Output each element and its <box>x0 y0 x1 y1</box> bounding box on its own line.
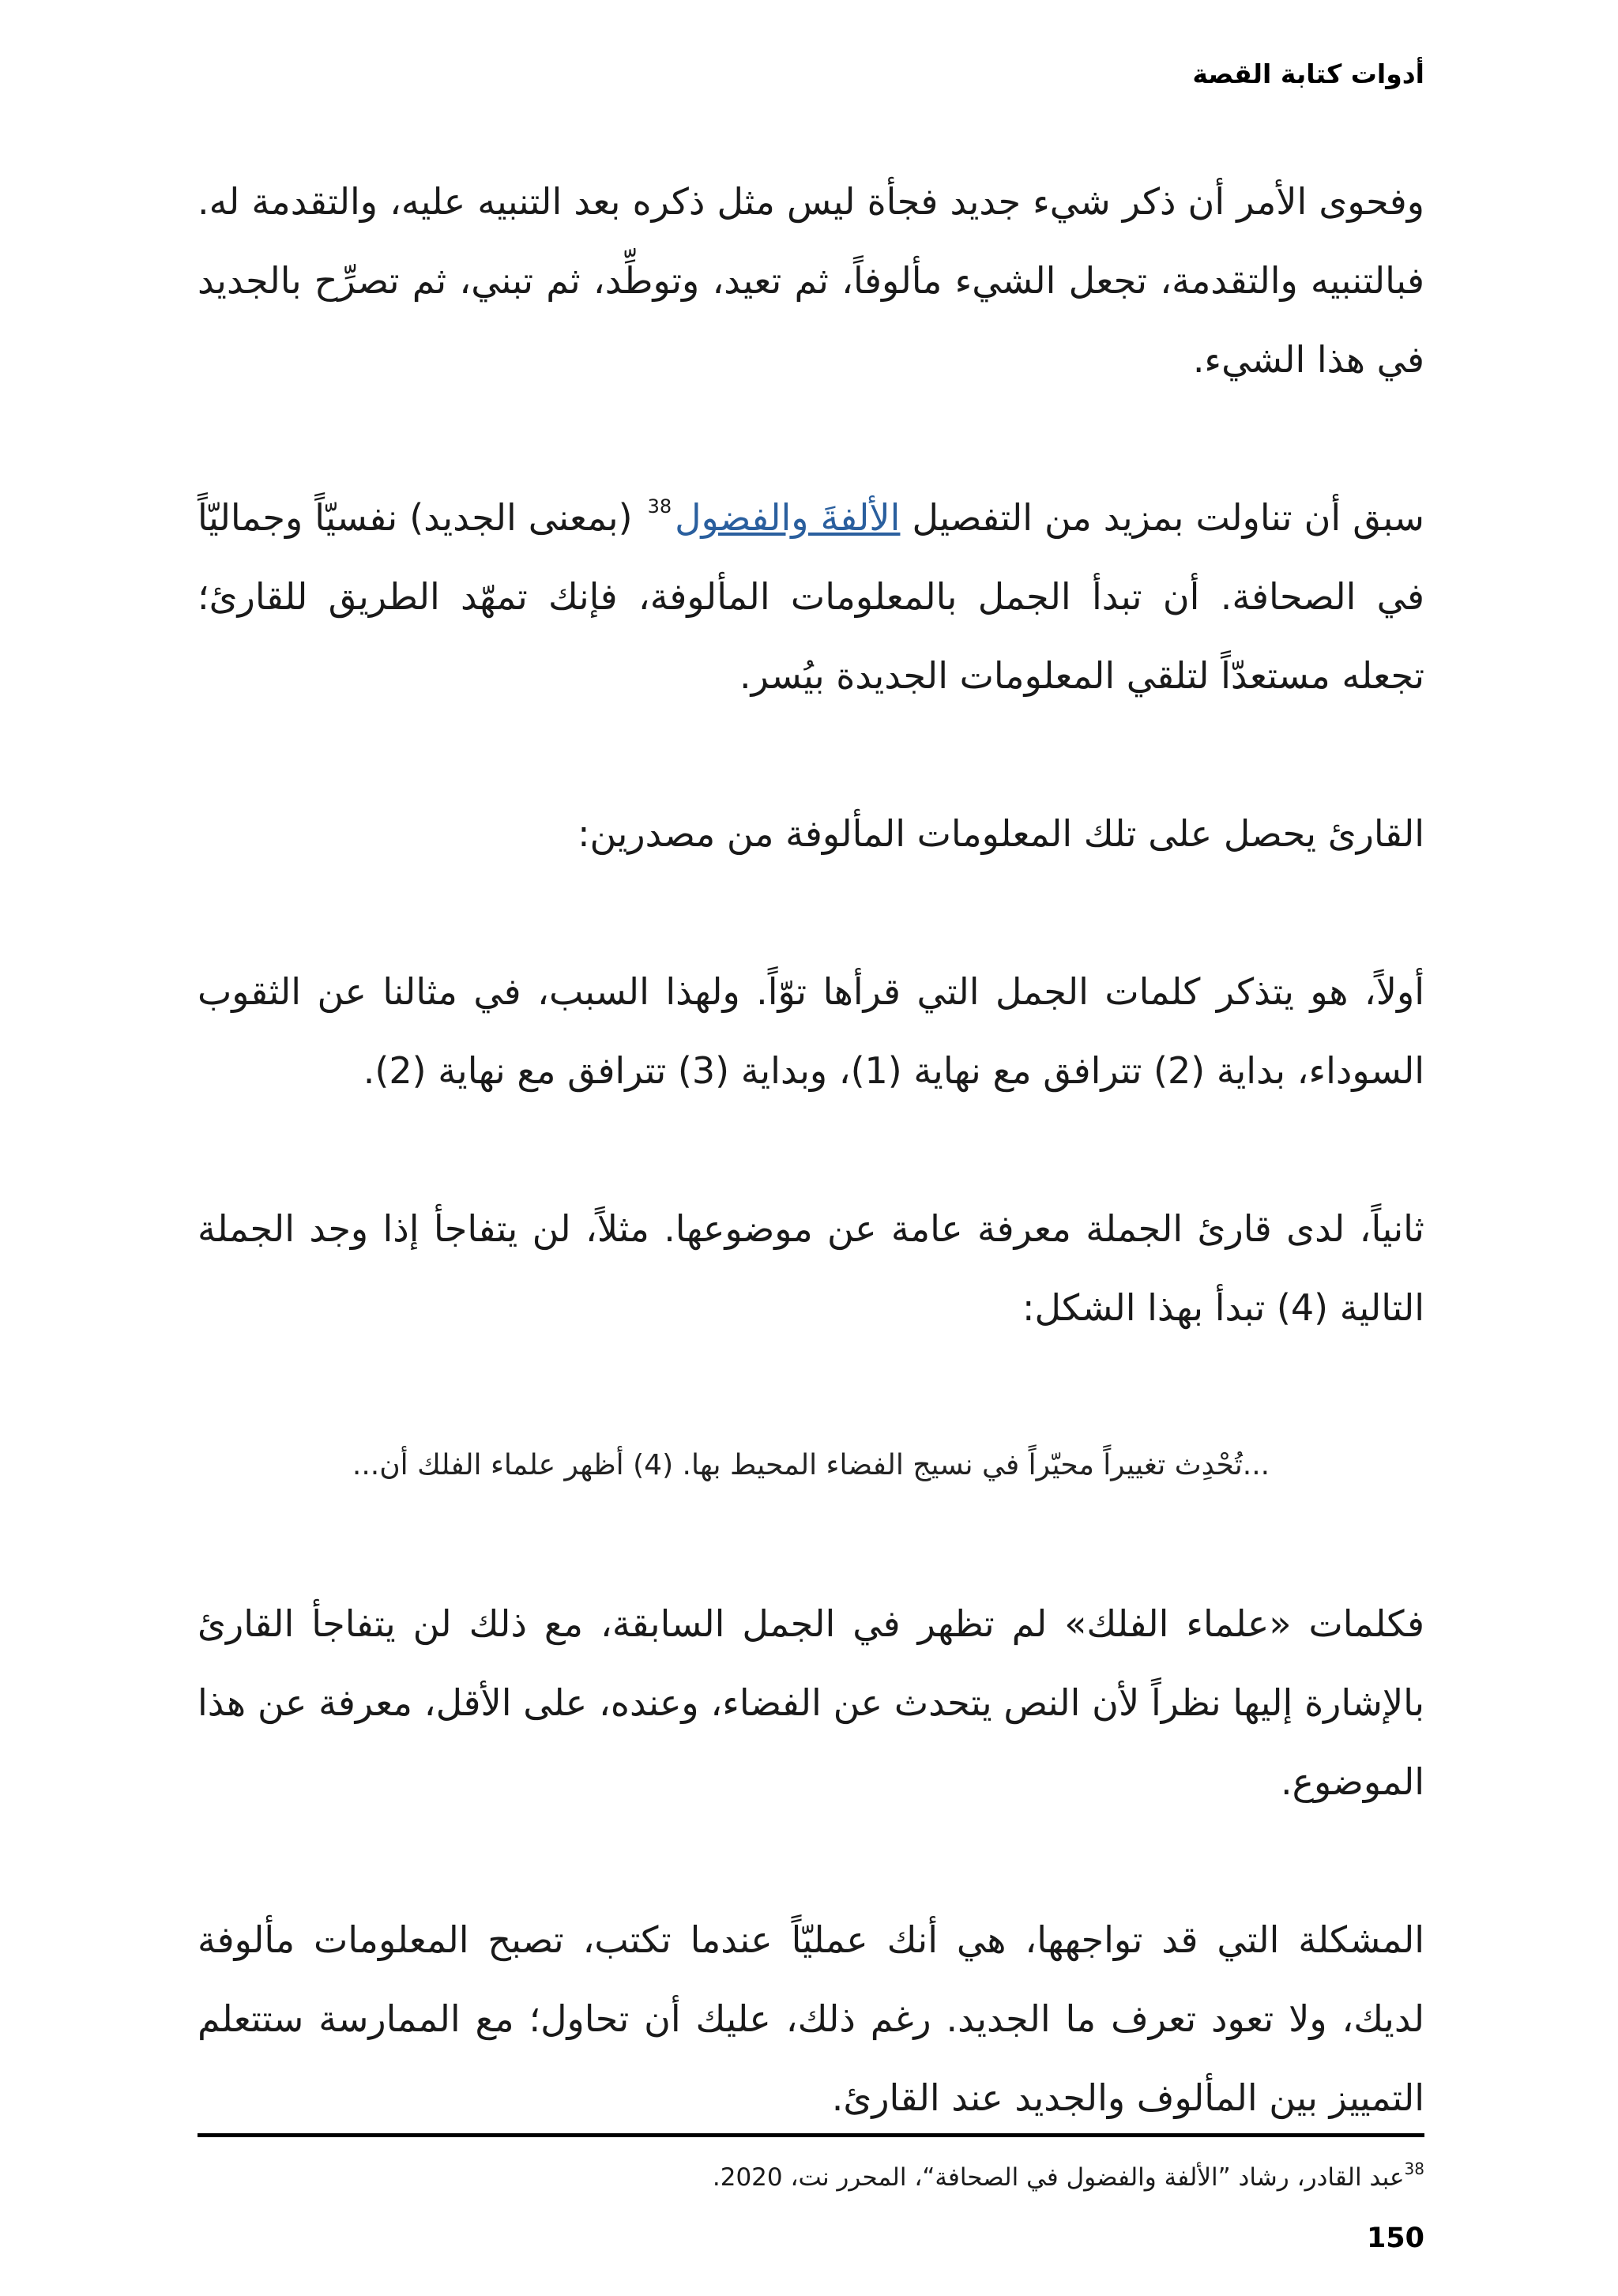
paragraph-6: فكلمات «علماء الفلك» لم تظهر في الجمل السابقة، مع ذلك لن يتفاجأ القارئ بالإشارة إليها نظراً لأن النص يتحدث عن الفضاء، وعنده، على الأقل، معرفة عن هذا الموضوع. <box>198 1602 1424 1803</box>
footnote-number: 38 <box>1404 2159 1424 2178</box>
footnote-reference[interactable]: 38 <box>647 495 672 518</box>
body-text <box>198 162 1424 2216</box>
paragraph-2 <box>198 478 1424 715</box>
running-header: أدوات كتابة القصة <box>1192 58 1424 89</box>
footnote-divider <box>198 2133 1424 2137</box>
paragraph-2-lead: سبق أن تناولت بمزيد من التفصيل <box>900 496 1424 539</box>
paragraph-5: ثانياً، لدى قارئ الجملة معرفة عامة عن موضوعها. مثلاً، لن يتفاجأ إذا وجد الجملة التالية (4) تبدأ بهذا الشكل: <box>198 1207 1424 1329</box>
familiarity-curiosity-link[interactable]: الألفةَ والفضول <box>675 496 901 539</box>
paragraph-3: القارئ يحصل على تلك المعلومات المألوفة من مصدرين: <box>578 812 1424 855</box>
paragraph-7: المشكلة التي قد تواجهها، هي أنك عمليّاً عندما تكتب، تصبح المعلومات مألوفة لديك، ولا تعود تعرف ما الجديد. رغم ذلك، عليك أن تحاول؛ مع الممارسة ستتعلم التمييز بين المألوف والجديد عند القارئ. <box>198 1918 1424 2119</box>
paragraph-4: أولاً، هو يتذكر كلمات الجمل التي قرأها توّاً. ولهذا السبب، في مثالنا عن الثقوب السوداء، بداية (2) تترافق مع نهاية (1)، وبداية (3) تترافق مع نهاية (2). <box>198 970 1424 1092</box>
example-quote: ...تُحْدِث تغييراً محيّراً في نسيج الفضاء المحيط بها. (4) أظهر علماء الفلك أن... <box>352 1449 1270 1481</box>
footnote-text: عبد القادر، رشاد ”الألفة والفضول في الصحافة“، المحرر نت، 2020. <box>712 2163 1405 2192</box>
paragraph-1: وفحوى الأمر أن ذكر شيء جديد فجأة ليس مثل ذكره بعد التنبيه عليه، والتقدمة له. فبالتنبيه والتقدمة، تجعل الشيء مألوفاً، ثم تعيد، وتوطِّد، ثم تبني، ثم تصرِّح بالجديد في هذا الشيء. <box>198 180 1424 381</box>
footnote <box>712 2159 1424 2192</box>
page-number: 150 <box>1366 2223 1424 2254</box>
paragraph-2-rest: (بمعنى الجديد) نفسيّاً وجماليّاً في الصحافة. أن تبدأ الجمل بالمعلومات المألوفة، فإنك تمهّد الطريق للقارئ؛ تجعله مستعدّاً لتلقي المعلومات الجديدة بيُسر. <box>198 496 1424 697</box>
